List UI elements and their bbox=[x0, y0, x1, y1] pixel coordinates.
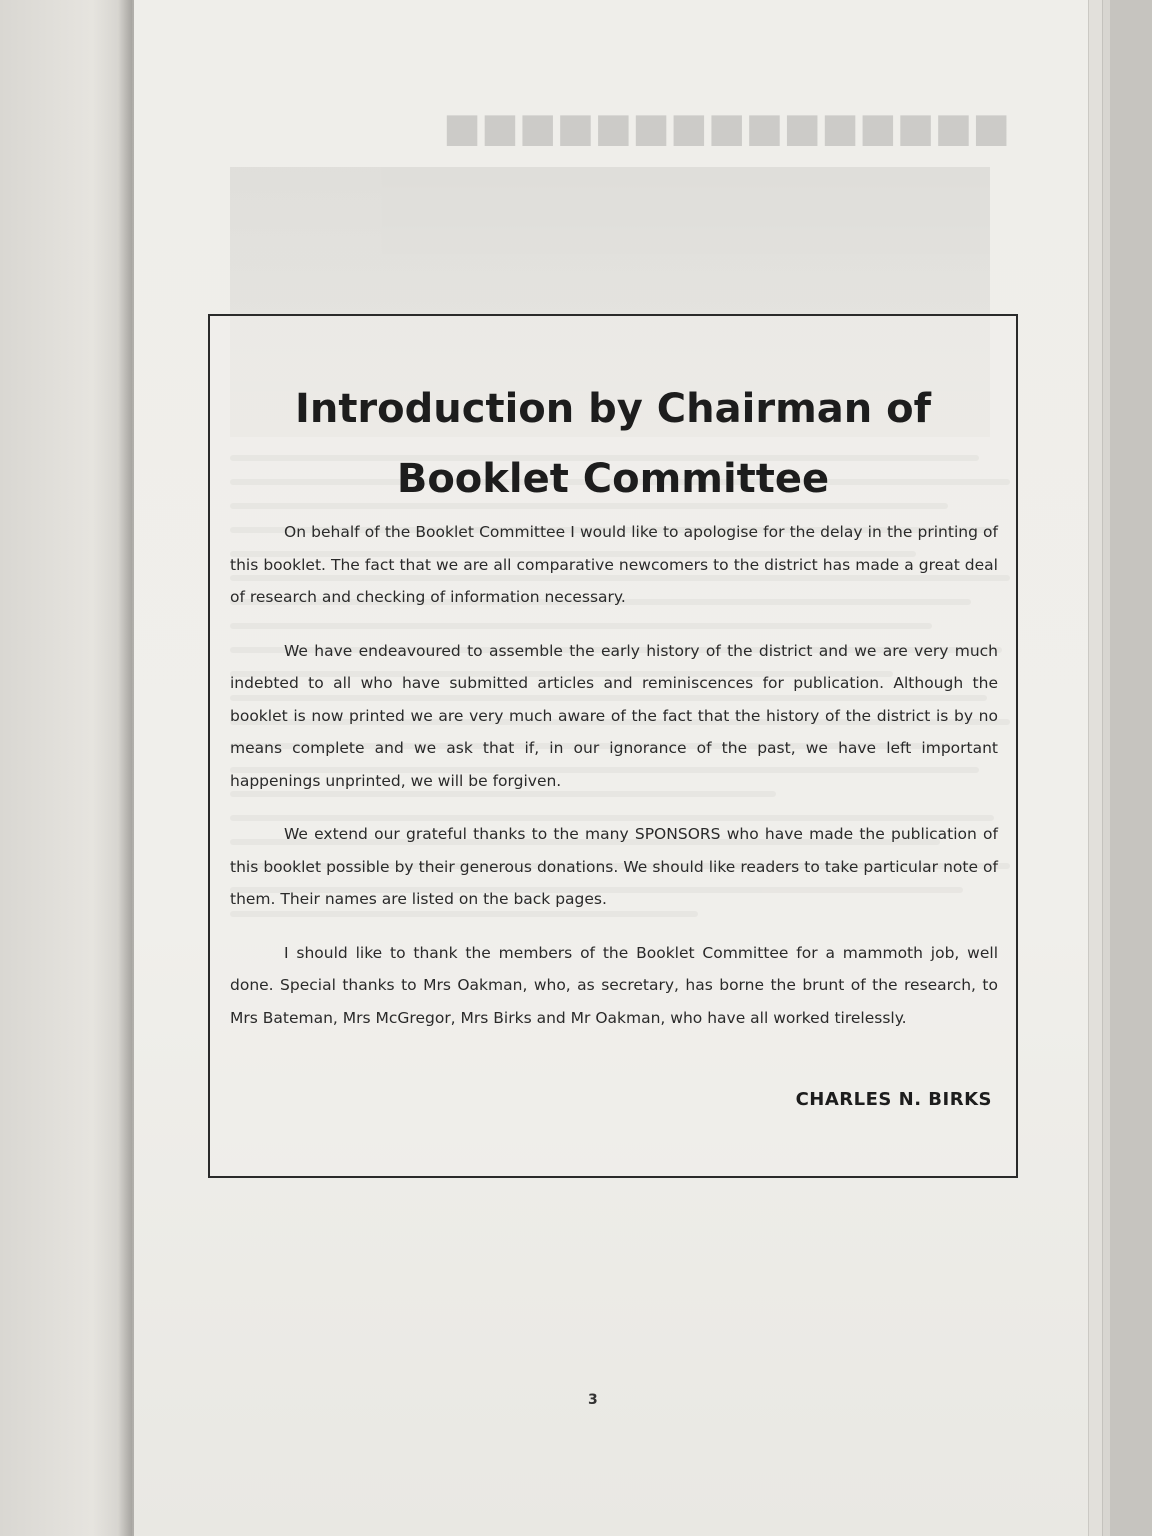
title-line-2: Booklet Committee bbox=[396, 456, 830, 502]
page-edge bbox=[1088, 0, 1103, 1536]
introduction-title bbox=[210, 374, 1016, 514]
left-facing-page bbox=[0, 0, 132, 1536]
page-number: 3 bbox=[588, 1392, 598, 1408]
introduction-body bbox=[230, 516, 998, 1055]
background-surface bbox=[1110, 0, 1152, 1536]
paragraph-history: We have endeavoured to assemble the early history of the district and we are very much indebted to all who have submitted articles and reminiscences for publication. Although the booklet is now printed we are very much aware of the fact that the history of the district is by no means complete and we ask that if, in our ignorance of the past, we have left important happenings unprinted, we will be forgiven. bbox=[230, 641, 998, 790]
title-line-1: Introduction by Chairman of bbox=[294, 386, 932, 432]
introduction-box bbox=[208, 314, 1018, 1178]
paragraph-thanks: I should like to thank the members of the Booklet Committee for a mammoth job, well done. Special thanks to Mrs Oakman, who, as secretary, has borne the brunt of the research, to Mrs Bateman, Mrs McGregor, Mrs Birks and Mr Oakman, who have all worked tirelessly. bbox=[230, 943, 998, 1027]
show-through-heading-shape: ■■■■■■■■■■■■■■■ bbox=[443, 104, 1010, 151]
paragraph-apology: On behalf of the Booklet Committee I would like to apologise for the delay in the printing of this booklet. The fact that we are all comparative newcomers to the district has made a great deal of research and checking of information necessary. bbox=[230, 523, 998, 606]
signature: CHARLES N. BIRKS bbox=[795, 1089, 992, 1110]
paragraph-sponsors: We extend our grateful thanks to the many SPONSORS who have made the publication of this booklet possible by their generous donations. We should like readers to take particular note of them. Their names are listed on the back pages. bbox=[230, 825, 998, 908]
